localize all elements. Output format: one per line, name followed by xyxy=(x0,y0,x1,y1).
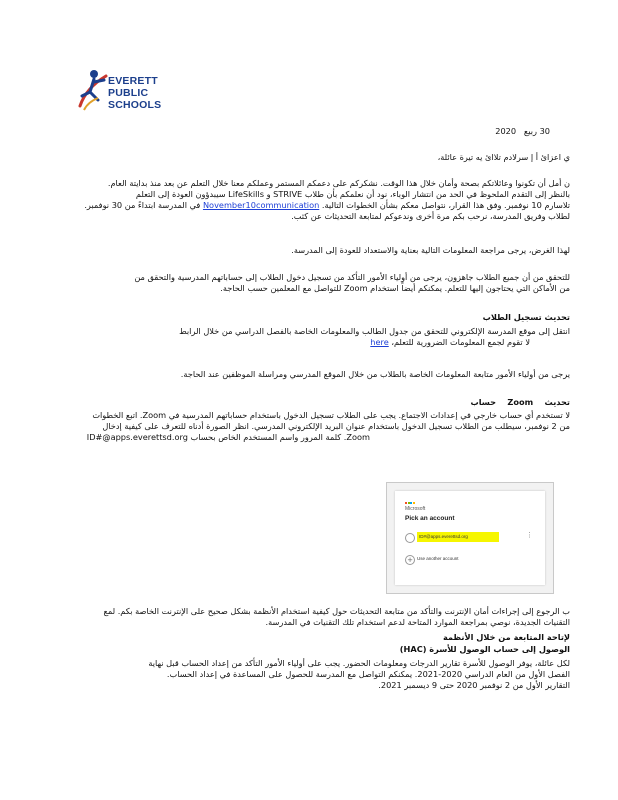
paragraph-2: لهذا الغرض، يرجى مراجعة المعلومات التالية بعناية والاستعداد للعودة إلى المدرسة. xyxy=(291,245,570,255)
other-account-option xyxy=(405,555,535,565)
p8-line3: التقارير الأول من 2 نوفمبر 2020 حتى 9 ديسمبر 2021. xyxy=(378,680,570,690)
p7-line2: التقنيات الجديدة، نوصي بمراجعة الموارد المتاحة لدعم استخدام تلك التقنيات في المدرسة. xyxy=(265,617,570,627)
heading-hac xyxy=(46,644,570,655)
h2-part-b: حساب xyxy=(470,397,497,407)
paragraph-8 xyxy=(46,658,570,691)
paragraph-7 xyxy=(46,606,570,628)
p1-line3a: في المدرسة ابتداءً من 30 نوفمبر. xyxy=(84,200,201,210)
p1-line3 xyxy=(46,200,570,211)
paragraph-3 xyxy=(46,272,570,294)
paragraph-1 xyxy=(46,178,570,222)
p4-line2 xyxy=(46,337,570,348)
account-picker-screenshot xyxy=(386,482,554,594)
pick-account-title: Pick an account xyxy=(405,515,455,522)
h2-part-a: تحديث xyxy=(544,397,570,407)
date-day: 30 xyxy=(539,126,550,136)
p1-line2: بالنظر إلى التقدم الملحوظ في الحد من انتشار الوباء، نود أن نعلمكم بأن طلاب STRIVE و LifeSkills سيبدؤون العودة إلى التعلم xyxy=(135,189,570,199)
school-logo xyxy=(76,66,176,114)
p8-line2: الفصل الأول من العام الدراسي 2020-2021. يمكنكم التواصل مع المدرسة للحصول على المساعدة في إعداد الحساب. xyxy=(166,669,570,679)
heading-zoom-update xyxy=(46,397,570,408)
november10-communication-link[interactable]: November10communication xyxy=(202,200,320,210)
here-link[interactable]: here xyxy=(370,337,389,347)
p3-line2: من الأماكن التي يحتاجون إليها للتعلم. يمكنكم أيضاً استخدام Zoom للتواصل مع المعلمين حسب الحاجة. xyxy=(220,283,570,293)
other-account-text: Use another account xyxy=(417,556,459,561)
logo-text-line3: SCHOOLS xyxy=(108,99,162,111)
heading-student-update: تحديث تسجيل الطلاب xyxy=(482,312,570,322)
account-option xyxy=(405,531,535,545)
h3-text: الوصول إلى حساب الوصول للأسرة (HAC) xyxy=(399,644,570,654)
account-picker-card xyxy=(395,491,545,585)
p6-line2: من 2 نوفمبر، سيطلب من الطلاب تسجيل الدخول باستخدام عنوان البريد الإلكتروني المدرسي. انظر الصورة أدناه للتعرف على كيفية إدخال xyxy=(102,421,570,431)
p4-line2-text: لا تقوم لجمع المعلومات الضرورية للتعلم، xyxy=(391,337,530,347)
p1-line3b: تلاسارم 10 نوفمبر. وفق هذا القرار، نتواصل معكم بشأن الخطوات التالية. xyxy=(321,200,570,210)
p7-line1: ب الرجوع إلى إجراءات أمان الإنترنت والتأكد من متابعة التحديثات حول كيفية استخدام الأنظمة بشكل صحيح على الإنترنت الخاصة بكم. لمع xyxy=(103,606,570,616)
person-icon xyxy=(405,533,415,543)
microsoft-brand-text: Microsoft xyxy=(405,506,426,512)
paragraph-4 xyxy=(46,326,570,348)
date-month: ربيع xyxy=(523,126,537,136)
logo-text-line2: PUBLIC xyxy=(108,87,149,99)
p4-line1: انتقل إلى موقع المدرسة الإلكتروني للتحقق من جدول الطالب والمعلومات الخاصة بالفصل الدراسي من خلال الرابط xyxy=(179,326,570,336)
plus-icon: + xyxy=(405,555,415,565)
p3-line1: للتحقق من أن جميع الطلاب جاهزون، يرجى من أولياء الأمور التأكد من تسجيل دخول الطلاب إلى حساباتهم المدرسية والتحقق من xyxy=(134,272,570,282)
heading-hac-sub: لإتاحة المتابعة من خلال الأنظمة xyxy=(442,632,570,642)
more-options-icon: ⋮ xyxy=(526,531,533,539)
p1-line1: ن أمل أن تكونوا وعائلاتكم بصحة وأمان خلال هذا الوقت. نشكركم على دعمكم المستمر وعملكم معنا خلال التعلم عن بعد منذ بدايتة العام. xyxy=(107,178,570,188)
p6-line1: لا تستخدم أي حساب خارجي في إعدادات الاجتماع. يجب على الطلاب تسجيل الدخول باستخدام حساباتهم المدرسية في Zoom. اتبع الخطوات xyxy=(92,410,570,420)
date-year: 2020 xyxy=(495,126,517,136)
paragraph-5: يرجى من أولياء الأمور متابعة المعلومات الخاصة بالطلاب من خلال الموقع المدرسي ومراسلة الموظفين عند الحاجة. xyxy=(180,369,570,379)
p6-line3-text: Zoom. كلمة المرور واسم المستخدم الخاص بحساب xyxy=(190,432,370,442)
letter-date xyxy=(400,126,550,137)
p6-line3 xyxy=(46,432,570,443)
logo-figure-icon xyxy=(76,66,110,112)
h2-zoom: Zoom xyxy=(507,397,534,407)
logo-text-line1: EVERETT xyxy=(108,75,158,87)
paragraph-6 xyxy=(46,410,570,443)
salutation: ي اعزائ أ إ سرلادم تلاائ يه تيرة عائلة، xyxy=(437,152,570,162)
p8-line1: لكل عائلة، يوفر الوصول للأسرة تقارير الدرجات ومعلومات الحضور. يجب على أولياء الأمور التأكد من إعداد الحساب قبل نهاية xyxy=(148,658,570,668)
account-email-highlighted: ID#@apps.everettsd.org xyxy=(417,532,499,542)
p6-email: ID#@apps.everettsd.org xyxy=(86,432,188,442)
p1-line4: لطلاب وفريق المدرسة، نرحب بكم مرة أخرى وندعوكم لمتابعة التحديثات عن كثب. xyxy=(291,211,570,221)
microsoft-brand xyxy=(405,500,426,512)
